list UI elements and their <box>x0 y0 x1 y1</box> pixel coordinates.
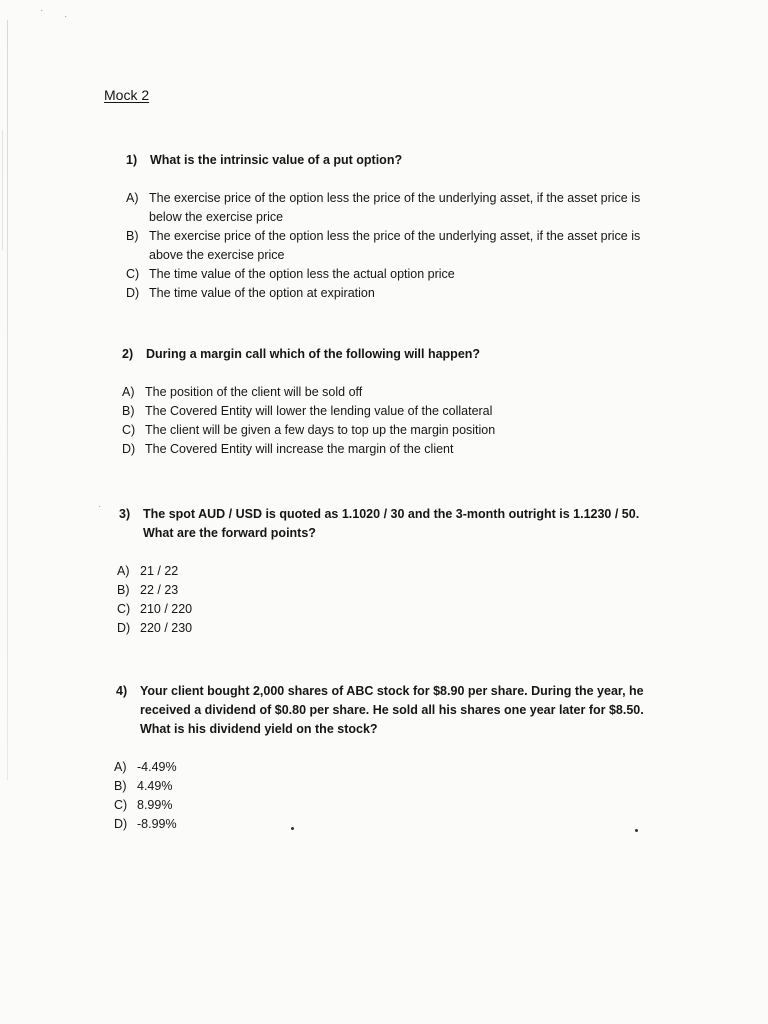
question-text: Your client bought 2,000 shares of ABC stock for $8.90 per share. During the year, he received a dividend of $0.80 per share. He sold all his shares one year later for $8.50. What is his dividend yield on the stock? <box>140 684 644 736</box>
option-text: 4.49% <box>137 779 173 793</box>
option-text: The time value of the option at expiration <box>149 286 375 300</box>
scan-edge-line <box>7 20 8 780</box>
option-letter: D) <box>126 286 140 300</box>
option-c <box>122 421 682 440</box>
option-c <box>114 796 648 815</box>
option-letter: D) <box>117 621 131 635</box>
options-list <box>114 758 648 834</box>
option-text: 22 / 23 <box>140 583 179 597</box>
option-letter: A) <box>122 385 135 399</box>
question-text: During a margin call which of the following will happen? <box>146 347 481 361</box>
option-a <box>122 383 682 402</box>
option-b <box>117 581 657 600</box>
question-3 <box>119 505 659 638</box>
option-b <box>122 402 682 421</box>
options-list <box>122 383 682 459</box>
option-text: The Covered Entity will increase the margin of the client <box>145 442 454 456</box>
document-title: Mock 2 <box>104 87 150 103</box>
option-text: 21 / 22 <box>140 564 179 578</box>
option-text: The client will be given a few days to top up the margin position <box>145 423 496 437</box>
option-text: The exercise price of the option less the price of the underlying asset, if the asset price is above the exercise price <box>149 229 641 262</box>
option-d <box>117 619 657 638</box>
question-stem <box>126 151 686 170</box>
option-text: 220 / 230 <box>140 621 193 635</box>
option-d <box>126 284 671 303</box>
scan-speck <box>635 829 638 832</box>
scan-smudge: · <box>98 501 102 512</box>
question-number: 4) <box>116 684 128 698</box>
option-b <box>126 227 671 265</box>
question-number: 1) <box>126 153 138 167</box>
option-letter: C) <box>117 602 131 616</box>
question-text: The spot AUD / USD is quoted as 1.1020 / 30 and the 3-month outright is 1.1230 / 50. What are the forward points? <box>143 507 640 540</box>
scan-smudge: · <box>40 5 44 16</box>
scan-speck <box>291 827 294 830</box>
question-number: 2) <box>122 347 134 361</box>
option-b <box>114 777 648 796</box>
option-letter: D) <box>122 442 136 456</box>
option-text: The Covered Entity will lower the lending value of the collateral <box>145 404 493 418</box>
option-letter: B) <box>117 583 130 597</box>
option-c <box>117 600 657 619</box>
option-d <box>114 815 648 834</box>
option-text: 8.99% <box>137 798 173 812</box>
option-a <box>126 189 671 227</box>
option-letter: A) <box>117 564 130 578</box>
option-letter: C) <box>126 267 140 281</box>
question-1 <box>126 151 686 303</box>
question-number: 3) <box>119 507 131 521</box>
question-text: What is the intrinsic value of a put option? <box>150 153 403 167</box>
question-4 <box>116 682 650 834</box>
option-text: -8.99% <box>137 817 177 831</box>
question-stem <box>119 505 659 543</box>
scan-smudge: · <box>64 11 68 22</box>
option-a <box>114 758 648 777</box>
option-letter: A) <box>126 191 139 205</box>
option-text: The time value of the option less the actual option price <box>149 267 455 281</box>
option-text: 210 / 220 <box>140 602 193 616</box>
option-a <box>117 562 657 581</box>
question-stem <box>116 682 650 739</box>
option-text: -4.49% <box>137 760 177 774</box>
option-text: The exercise price of the option less the price of the underlying asset, if the asset price is below the exercise price <box>149 191 641 224</box>
option-letter: B) <box>126 229 139 243</box>
option-letter: C) <box>122 423 136 437</box>
option-d <box>122 440 682 459</box>
option-letter: B) <box>114 779 127 793</box>
scan-edge-line <box>2 130 3 250</box>
question-stem <box>122 345 682 364</box>
options-list <box>117 562 657 638</box>
option-letter: C) <box>114 798 128 812</box>
options-list <box>126 189 671 303</box>
option-letter: B) <box>122 404 135 418</box>
option-letter: D) <box>114 817 128 831</box>
option-letter: A) <box>114 760 127 774</box>
option-c <box>126 265 671 284</box>
question-2 <box>122 345 682 459</box>
option-text: The position of the client will be sold off <box>145 385 363 399</box>
